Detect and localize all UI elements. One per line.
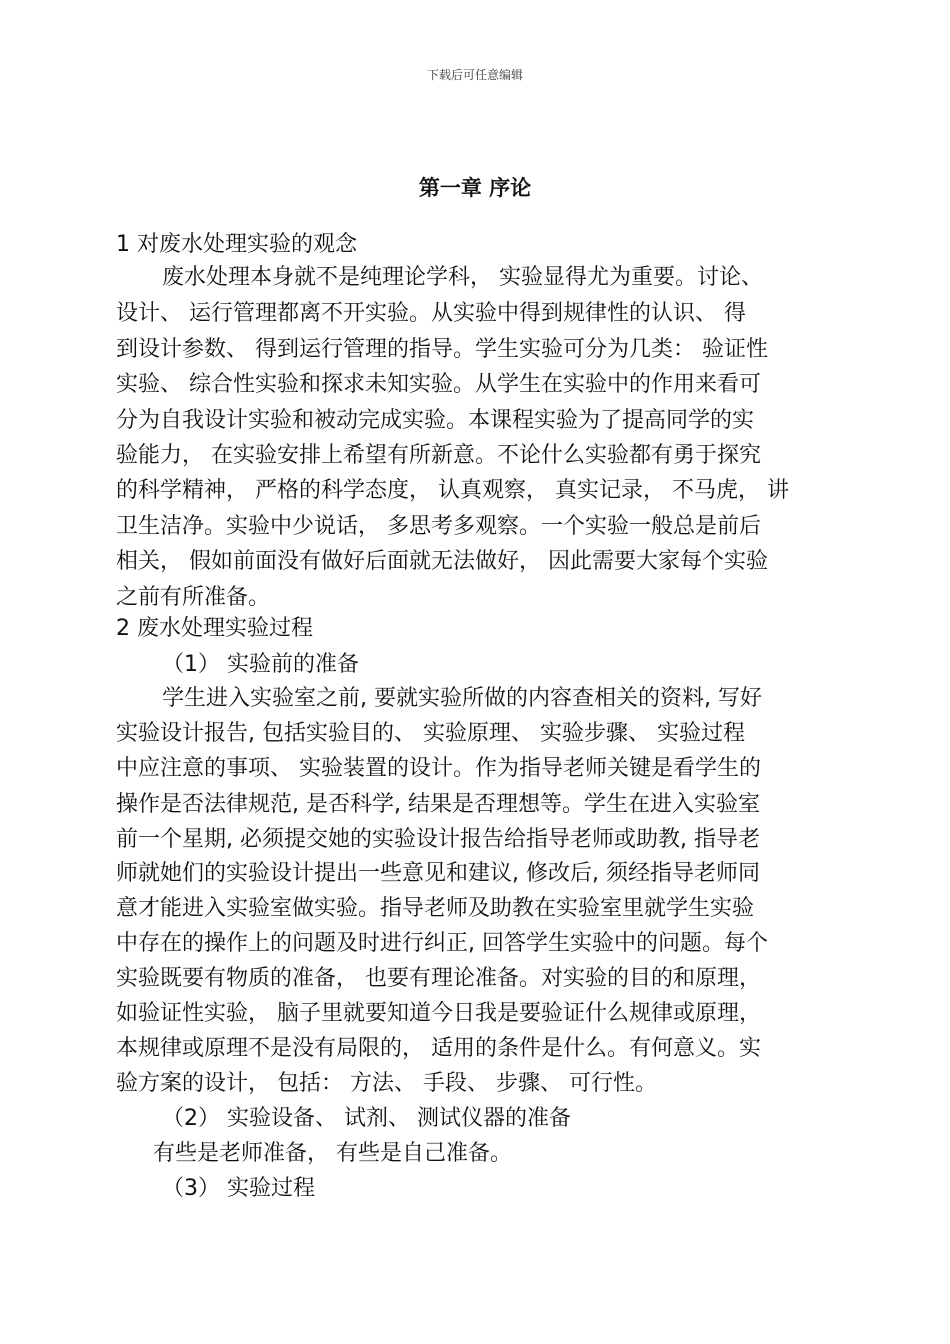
paragraph-line: 意才能进入实验室做实验。指导老师及助教在实验室里就学生实验 [116,896,755,921]
paragraph-line: 实验、 综合性实验和探求未知实验。从学生在实验中的作用来看可 [116,372,761,397]
paragraph-line: 师就她们的实验设计提出一些意见和建议, 修改后, 须经指导老师同 [116,861,760,886]
paragraph-line: 如验证性实验， 脑子里就要知道今日我是要验证什么规律或原理， [116,1001,761,1026]
paragraph-line: 实验设计报告, 包括实验目的、 实验原理、 实验步骤、 实验过程 [116,721,745,746]
paragraph-line: 的科学精神， 严格的科学态度， 认真观察， 真实记录， 不马虎， 讲 [116,478,789,503]
paragraph-line: 操作是否法律规范, 是否科学, 结果是否理想等。学生在进入实验室 [116,792,760,817]
paragraph-line: 到设计参数、 得到运行管理的指导。学生实验可分为几类： 验证性 [116,337,768,362]
paragraph-line: 设计、 运行管理都离不开实验。从实验中得到规律性的认识、 得 [116,301,746,326]
section-heading: 2 废水处理实验过程 [116,616,313,641]
paragraph-line: 前一个星期, 必须提交她的实验设计报告给指导老师或助教, 指导老 [116,827,760,852]
section-heading: 1 对废水处理实验的观念 [116,232,357,257]
subsection-heading: （3） 实验过程 [162,1176,315,1201]
chapter-title: 第一章 序论 [418,176,532,200]
subsection-heading: （1） 实验前的准备 [162,652,359,677]
paragraph-line: 学生进入实验室之前, 要就实验所做的内容查相关的资料, 写好 [162,686,762,711]
paragraph-line: 废水处理本身就不是纯理论学科， 实验显得尤为重要。讨论、 [162,265,763,290]
paragraph-line: 验能力， 在实验安排上希望有所新意。不论什么实验都有勇于探究 [116,443,761,468]
paragraph-line: 相关， 假如前面没有做好后面就无法做好， 因此需要大家每个实验 [116,549,768,574]
subsection-heading: （2） 实验设备、 试剂、 测试仪器的准备 [162,1106,571,1131]
paragraph-line: 中存在的操作上的问题及时进行纠正, 回答学生实验中的问题。每个 [116,931,768,956]
paragraph-line: 中应注意的事项、 实验装置的设计。作为指导老师关键是看学生的 [116,756,761,781]
paragraph-line: 之前有所准备。 [116,585,271,610]
paragraph-line: 分为自我设计实验和被动完成实验。本课程实验为了提高同学的实 [116,408,755,433]
page-header-note: 下载后可任意编辑 [426,68,523,82]
paragraph-line: 实验既要有物质的准备， 也要有理论准备。对实验的目的和原理， [116,966,761,991]
paragraph-line: 验方案的设计， 包括： 方法、 手段、 步骤、 可行性。 [116,1071,657,1096]
paragraph-line: 本规律或原理不是没有局限的， 适用的条件是什么。有何意义。实 [116,1036,761,1061]
paragraph-line: 有些是老师准备， 有些是自己准备。 [153,1141,512,1166]
paragraph-line: 卫生洁净。实验中少说话， 多思考多观察。一个实验一般总是前后 [116,514,761,539]
